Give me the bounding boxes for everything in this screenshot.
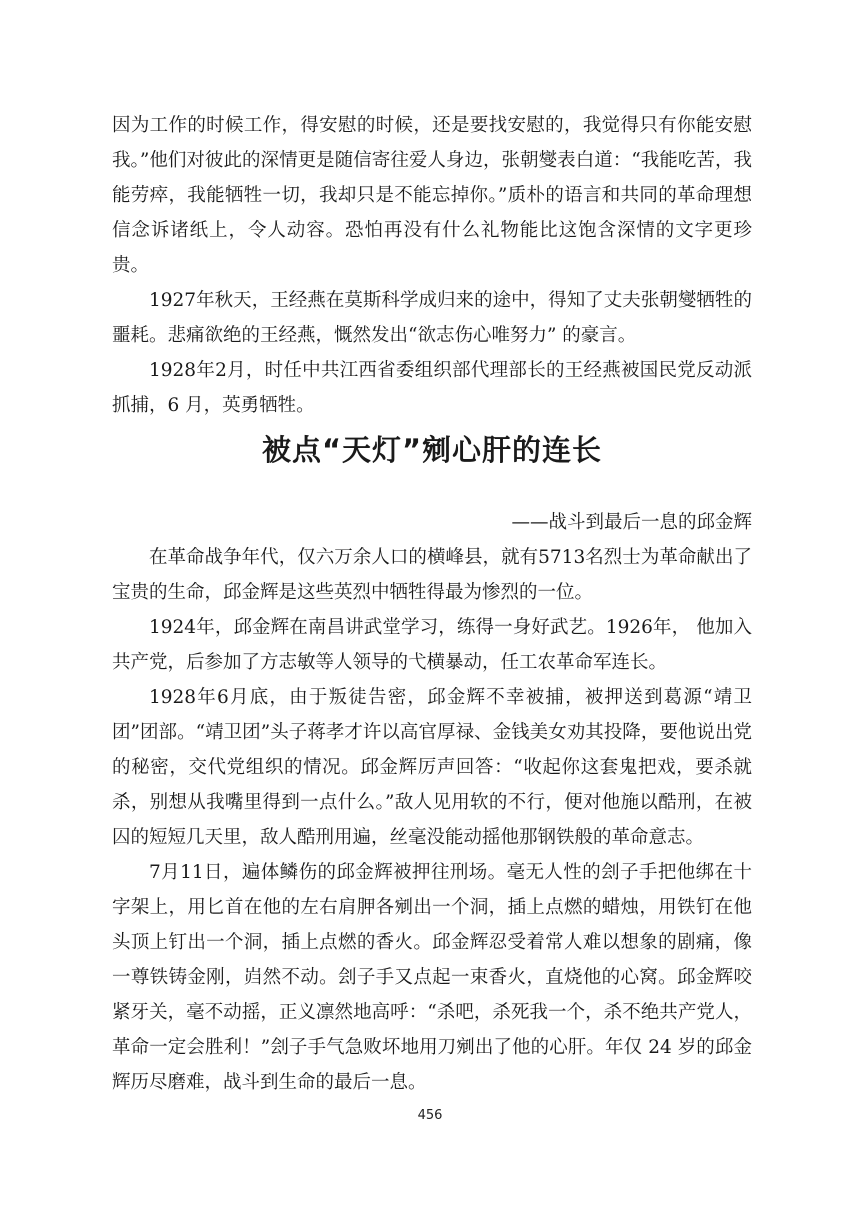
article-paragraph: 在革命战争年代，仅六万余人口的横峰县，就有5713名烈士为革命献出了宝贵的生命，邱金辉是这些英烈中牺牲得最为惨烈的一位。 — [112, 547, 752, 603]
paragraph-1927-autumn: 1927年秋天，王经燕在莫斯科学成归来的途中，得知了丈夫张朝燮牺牲的噩耗。悲痛欲绝的王经燕，慨然发出“欲志伤心唯努力” 的豪言。 — [112, 290, 752, 346]
paragraph-1928-february: 1928年2月，时任中共江西省委组织部代理部长的王经燕被国民党反动派抓捕，6 月，英勇牺牲。 — [112, 360, 752, 416]
article-paragraph: 7月11日，遍体鳞伤的邱金辉被押往刑场。毫无人性的刽子手把他绑在十字架上，用匕首在他的左右肩胛各剜出一个洞，插上点燃的蜡烛，用铁钉在他头顶上钉出一个洞，插上点燃的香火。邱金辉忍受着常人难以想象的剧痛，像一尊铁铸金刚，岿然不动。刽子手又点起一束香火，直烧他的心窝。邱金辉咬紧牙关，毫不动摇，正义凛然地高呼：“杀吧，杀死我一个，杀不绝共产党人，革命一定会胜利！”刽子手气急败坏地用刀剜出了他的心肝。年仅 24 岁的邱金辉历尽磨难，战斗到生命的最后一息。 — [112, 862, 752, 1093]
top-section — [112, 108, 752, 423]
article-paragraph: 1924年，邱金辉在南昌讲武堂学习，练得一身好武艺。1926年， 他加入共产党，后参加了方志敏等人领导的弋横暴动，任工农革命军连长。 — [112, 617, 752, 673]
page-number: 456 — [417, 1108, 443, 1123]
article-paragraph: 1928年6月底，由于叛徒告密，邱金辉不幸被捕，被押送到葛源“靖卫团”团部。“靖卫团”头子蒋孝才许以高官厚禄、金钱美女劝其投降，要他说出党的秘密，交代党组织的情况。邱金辉厉声回答：“收起你这套鬼把戏，要杀就杀，别想从我嘴里得到一点什么。”敌人见用软的不行，便对他施以酷刑，在被囚的短短几天里，敌人酷刑用遍，丝毫没能动摇他那钢铁般的革命意志。 — [112, 687, 752, 848]
article-subtitle: ——战斗到最后一息的邱金辉 — [511, 512, 752, 533]
article-body — [112, 540, 752, 1100]
paragraph-letter-continuation: 因为工作的时候工作，得安慰的时候，还是要找安慰的，我觉得只有你能安慰我。”他们对彼此的深情更是随信寄往爱人身边，张朝燮表白道：“我能吃苦，我能劳瘁，我能牺牲一切，我却只是不能忘掉你。”质朴的语言和共同的革命理想信念诉诸纸上，令人动容。恐怕再没有什么礼物能比这饱含深情的文字更珍贵。 — [112, 115, 752, 276]
article-title: 被点“天灯”剜心肝的连长 — [261, 433, 603, 467]
